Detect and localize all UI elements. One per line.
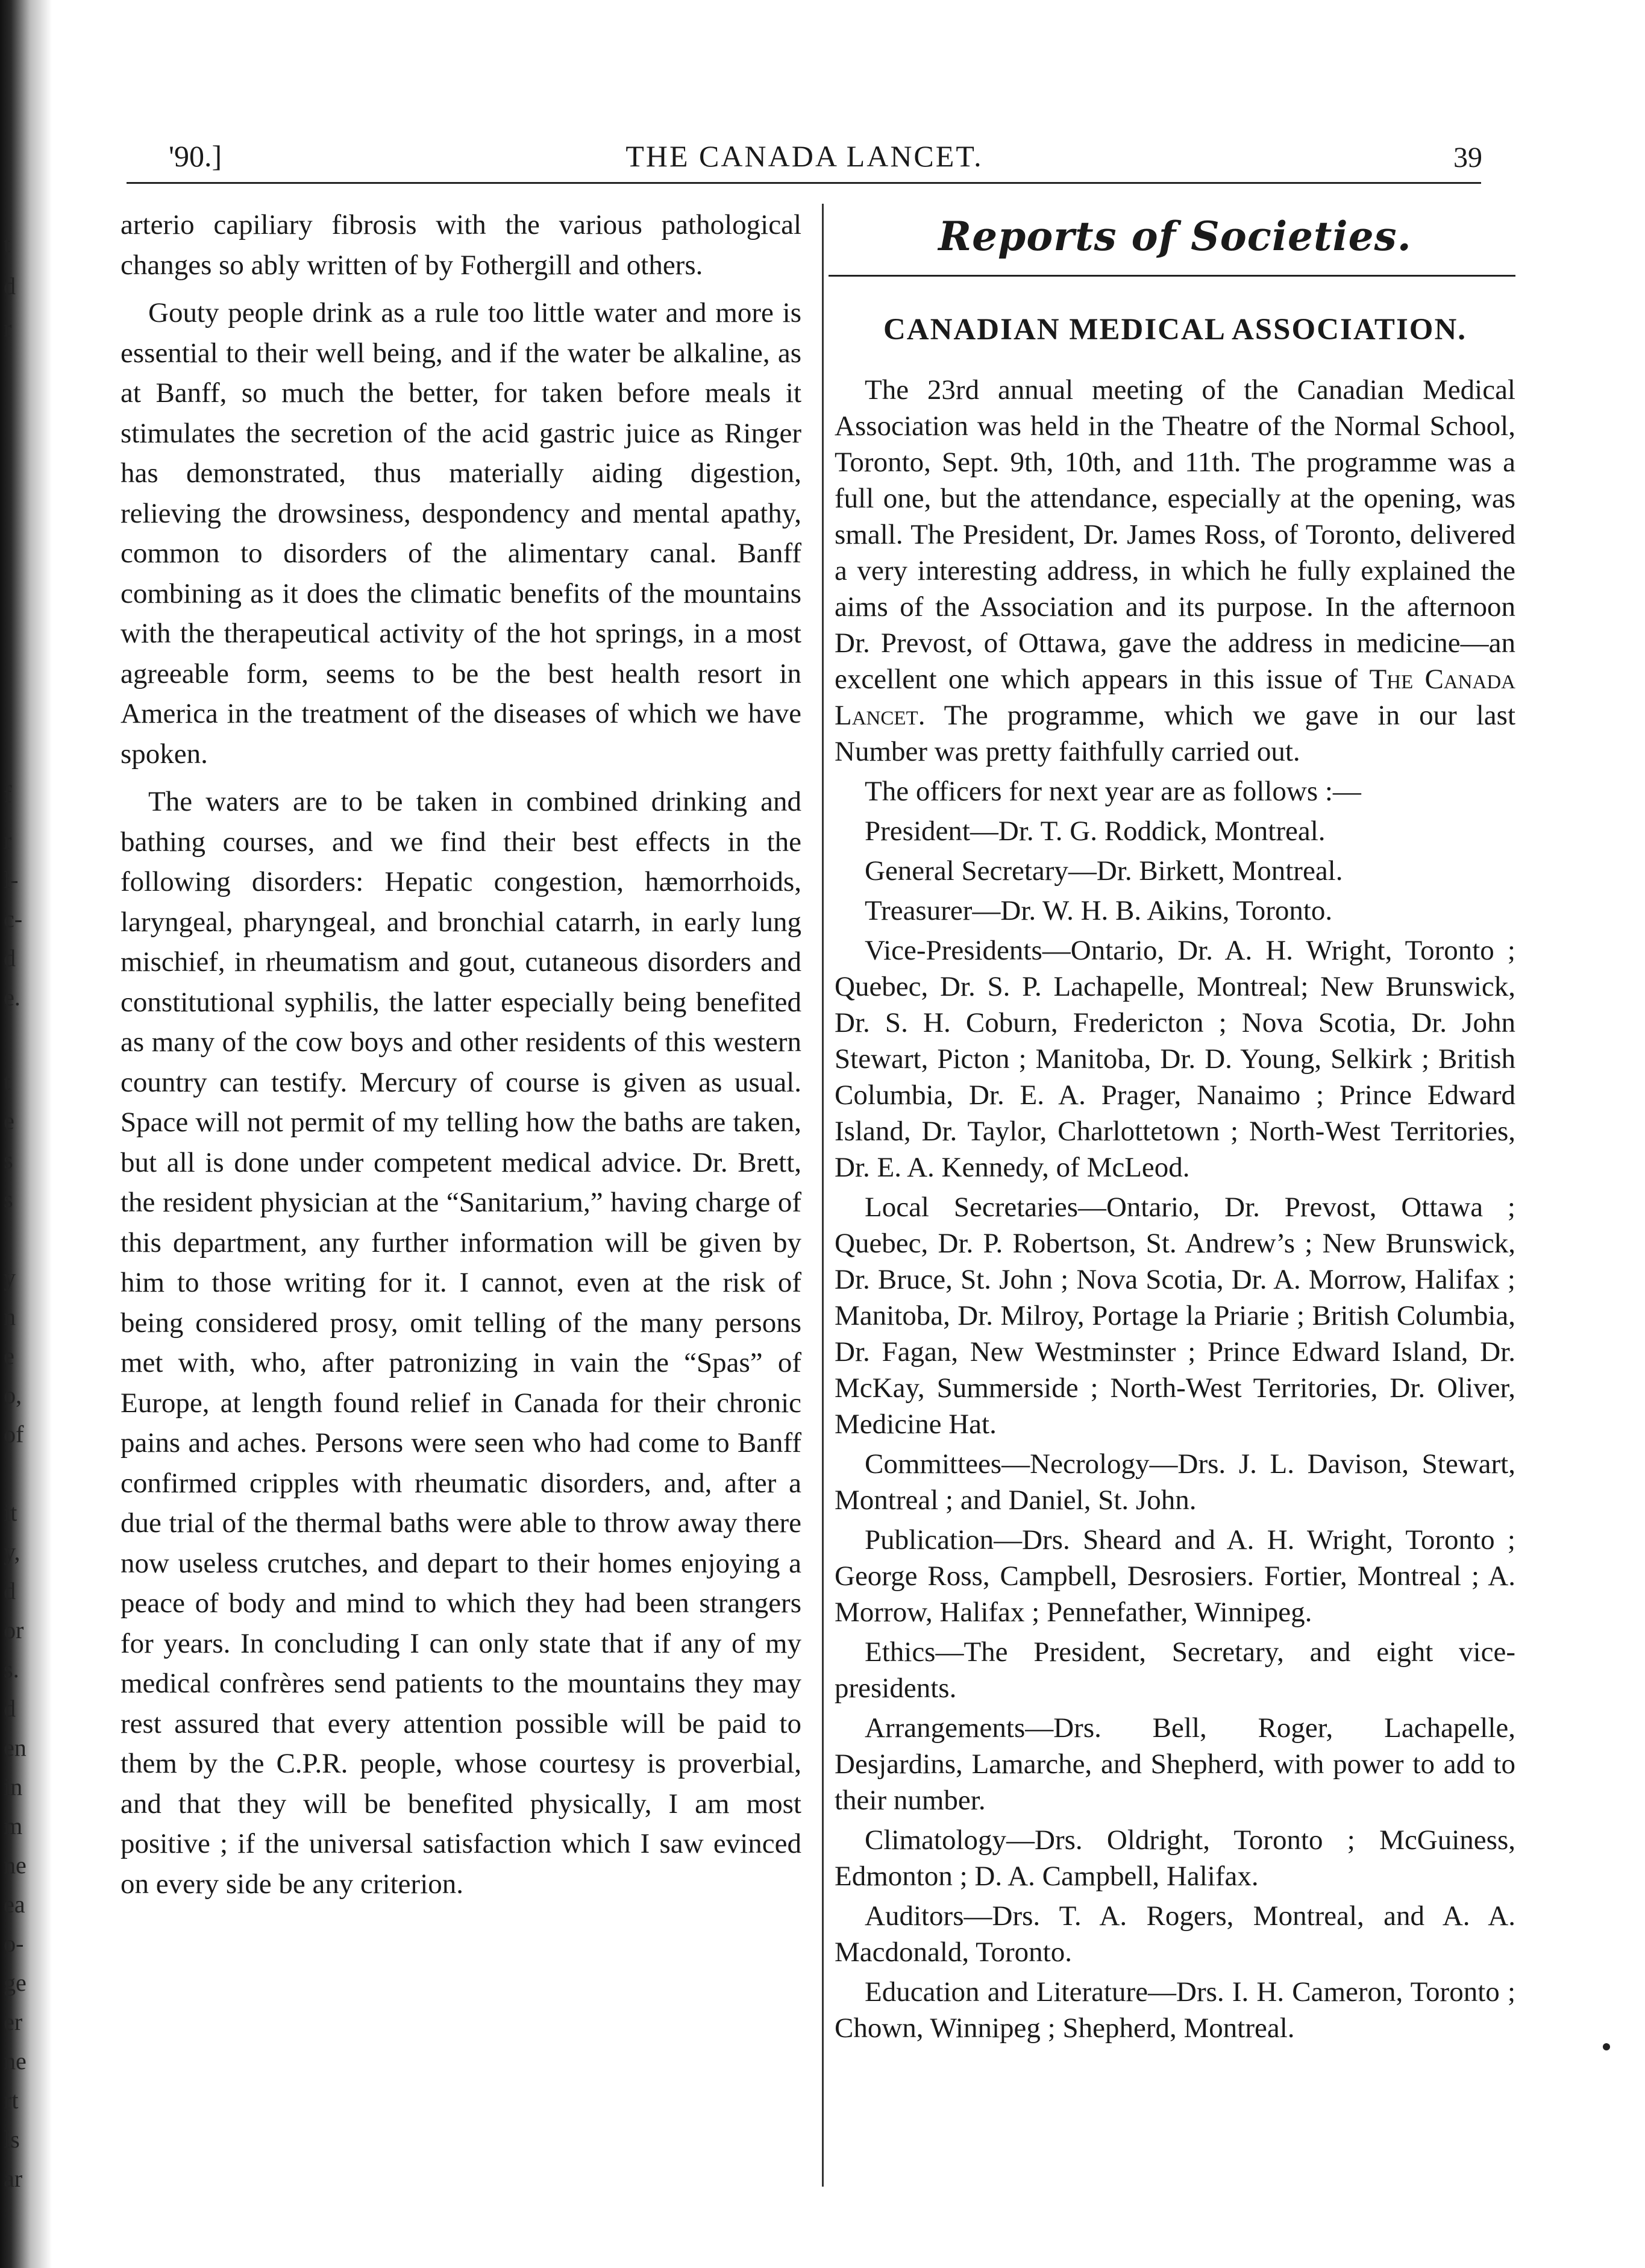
margin-fragment: d [4, 944, 16, 972]
margin-fragment: er [4, 2008, 23, 2035]
margin-fragment: ls [4, 2126, 20, 2153]
officer-entry: Auditors—Drs. T. A. Rogers, Montreal, and A. A. Macdonald, Toronto. [835, 1900, 1515, 1968]
margin-fragment: rt [4, 2087, 19, 2114]
journal-title: THE CANADA LANCET. [625, 139, 983, 173]
volume-year: '90.] [169, 139, 222, 173]
margin-fragment: d [4, 272, 16, 300]
margin-fragment: en [4, 1734, 27, 1761]
section-rule [829, 275, 1515, 277]
section-heading: Reports of Societies. [938, 213, 1412, 260]
officers-intro: The officers for next year are as follows :— [865, 776, 1361, 807]
margin-fragment: ar [4, 2165, 23, 2192]
margin-fragment: e. [4, 984, 20, 1011]
column-divider [822, 204, 824, 2187]
paragraph: The waters are to be taken in combined drinking and bathing courses, and we find their best effects in the following disorders: Hepatic congestion, hæmorrhoids, laryngeal, pharyngeal, and bronchial catarrh, in early lung mischief, in rheumatism and gout, cutaneous disorders and constitutional syphilis, the latter especially being benefited as many of the cow boys and other residents of this western country can testify. Mercury of course is given as usual. Space will not permit of my telling how the baths are taken, but all is done under competent medical advice. Dr. Brett, the resident physician at the “Sanitarium,” having charge of this department, any further information will be given by him to those writing for it. I cannot, even at the risk of being considered prosy, omit telling of the many persons met with, who, after patronizing in vain the “Spas” of Europe, at length found relief in Canada for their chronic pains and aches. Persons were seen who had come to Banff confirmed cripples with rheumatic disorders, and, after a due trial of the thermal baths were able to throw away there now useless crutches, and depart to their homes enjoying a peace of body and mind to which they had been strangers for years. In concluding I can only state that if any of my medical confrères send patients to the mountains they may rest assured that every attention possible will be paid to them by the C.P.R. people, whose courtesy is proverbial, and that they will be benefited physically, I am most positive ; if the universal satisfaction which I saw evinced on every side be any criterion. [121, 786, 801, 1900]
margin-fragment: d [4, 1695, 16, 1722]
margin-fragment: or [4, 1616, 24, 1644]
margin-fragment: it [4, 1499, 17, 1526]
intro-paragraph [835, 372, 1515, 770]
page-number: 39 [1453, 142, 1482, 174]
margin-fragment: e [4, 1107, 14, 1134]
paragraph: arterio capiliary fibrosis with the various pathological changes so ably written of by Fothergill and others. [121, 209, 801, 281]
header-rule [127, 182, 1481, 184]
left-column [121, 205, 801, 1912]
officer-entry: Arrangements—Drs. Bell, Roger, Lachapelle, Desjardins, Lamarche, and Shepherd, with power to add to their number. [835, 1712, 1515, 1816]
margin-fragment: y, [4, 1538, 20, 1565]
margin-fragment: s [4, 1186, 13, 1213]
margin-fragment: ne [4, 1852, 27, 1879]
margin-fragment: t [4, 1068, 11, 1095]
margin-fragment: o, [4, 1381, 22, 1409]
article-title: CANADIAN MEDICAL ASSOCIATION. [883, 313, 1467, 347]
margin-fragment: n [4, 1303, 16, 1330]
intro-text-end: The programme, which we gave in our last Number was pretty faithfully carried out. [835, 700, 1516, 767]
margin-fragment: l- [4, 866, 19, 893]
running-head [127, 134, 1482, 182]
margin-fragment: ne [4, 2047, 27, 2075]
officer-entry: Education and Literature—Drs. I. H. Cameron, Toronto ; Chown, Winnipeg ; Shepherd, Montreal. [835, 1976, 1515, 2044]
officer-entry: Publication—Drs. Sheard and A. H. Wright, Toronto ; George Ross, Campbell, Desrosiers. Fortier, Montreal ; A. Morrow, Halifax ; Pennefather, Winnipeg. [835, 1524, 1515, 1628]
paragraph: Gouty people drink as a rule too little water and more is essential to their well being, and if the water be alkaline, as at Banff, so much the better, for taken before meals it stimulates the secretion of the acid gastric juice as Ringer has demonstrated, thus materially aiding digestion, relieving the drowsiness, despondency and mental apathy, common to disorders of the alimentary canal. Banff combining as it does the climatic benefits of the mountains with the therapeutical activity of the hot springs, in a most agreeable form, seems to be the best health resort in America in the treatment of the diseases of which we have spoken. [121, 297, 801, 770]
officer-entry: General Secretary—Dr. Birkett, Montreal. [865, 855, 1343, 887]
margin-fragment: f [4, 781, 12, 808]
margin-fragment: e [4, 1342, 14, 1369]
officer-entry: Ethics—The President, Secretary, and eight vice-presidents. [835, 1636, 1515, 1704]
journal-name: The Canada Lancet. [835, 664, 1516, 731]
margin-fragment: in [4, 1773, 23, 1800]
margin-fragment: ge [4, 1969, 27, 1996]
right-column [835, 205, 1515, 2050]
officer-entry: Local Secretaries—Ontario, Dr. Prevost, Ottawa ; Quebec, Dr. P. Robertson, St. Andrew’s ; New Brunswick, Dr. Bruce, St. John ; Nova Scotia, Dr. A. Morrow, Halifax ; Manitoba, Dr. Milroy, Portage la Priarie ; British Columbia, Dr. Fagan, New Westminster ; Prince Edward Island, Dr. McKay, Summerside ; North-West Territories, Dr. Oliver, Medicine Hat. [835, 1192, 1515, 1440]
margin-fragment: s [4, 1146, 13, 1173]
ink-speck [1603, 2043, 1610, 2050]
margin-fragment: t [4, 230, 11, 257]
margin-fragment: m [4, 1812, 23, 1839]
officer-entry: Vice-Presidents—Ontario, Dr. A. H. Wright, Toronto ; Quebec, Dr. S. P. Lachapelle, Montreal; New Brunswick, Dr. S. H. Coburn, Fredericton ; Nova Scotia, Dr. John Stewart, Picton ; Manitoba, Dr. D. Young, Selkirk ; British Columbia, Dr. E. A. Prager, Nanaimo ; Prince Edward Island, Dr. Taylor, Charlottetown ; North-West Territories, Dr. E. A. Kennedy, of McLeod. [835, 935, 1515, 1183]
margin-fragment: y [4, 1264, 16, 1291]
margin-fragment: r [4, 315, 12, 342]
officer-entry: Treasurer—Dr. W. H. B. Aikins, Toronto. [865, 895, 1333, 926]
margin-fragment: ea [4, 1891, 25, 1918]
margin-fragment: d [4, 1577, 16, 1604]
officer-entry: President—Dr. T. G. Roddick, Montreal. [865, 815, 1326, 847]
margin-fragment: r [4, 827, 12, 854]
officer-entry: Climatology—Drs. Oldright, Toronto ; McGuiness, Edmonton ; D. A. Campbell, Halifax. [835, 1824, 1515, 1892]
margin-fragment: o- [4, 1930, 24, 1957]
margin-fragment: c- [4, 905, 23, 932]
margin-fragment: s. [4, 1656, 19, 1683]
officer-entry: Committees—Necrology—Drs. J. L. Davison, Stewart, Montreal ; and Daniel, St. John. [835, 1448, 1515, 1516]
intro-text: The 23rd annual meeting of the Canadian Medical Association was held in the Theatre of the Normal School, Toronto, Sept. 9th, 10th, and 11th. The programme was a full one, but the attendance, especially at the opening, was small. The President, Dr. James Ross, of Toronto, delivered a very interesting address, in which he fully explained the aims of the Association and its purpose. In the afternoon Dr. Prevost, of Ottawa, gave the address in medicine—an excellent one which appears in this issue of [835, 374, 1515, 695]
margin-fragments [0, 0, 60, 2268]
margin-fragment: of [4, 1421, 24, 1448]
